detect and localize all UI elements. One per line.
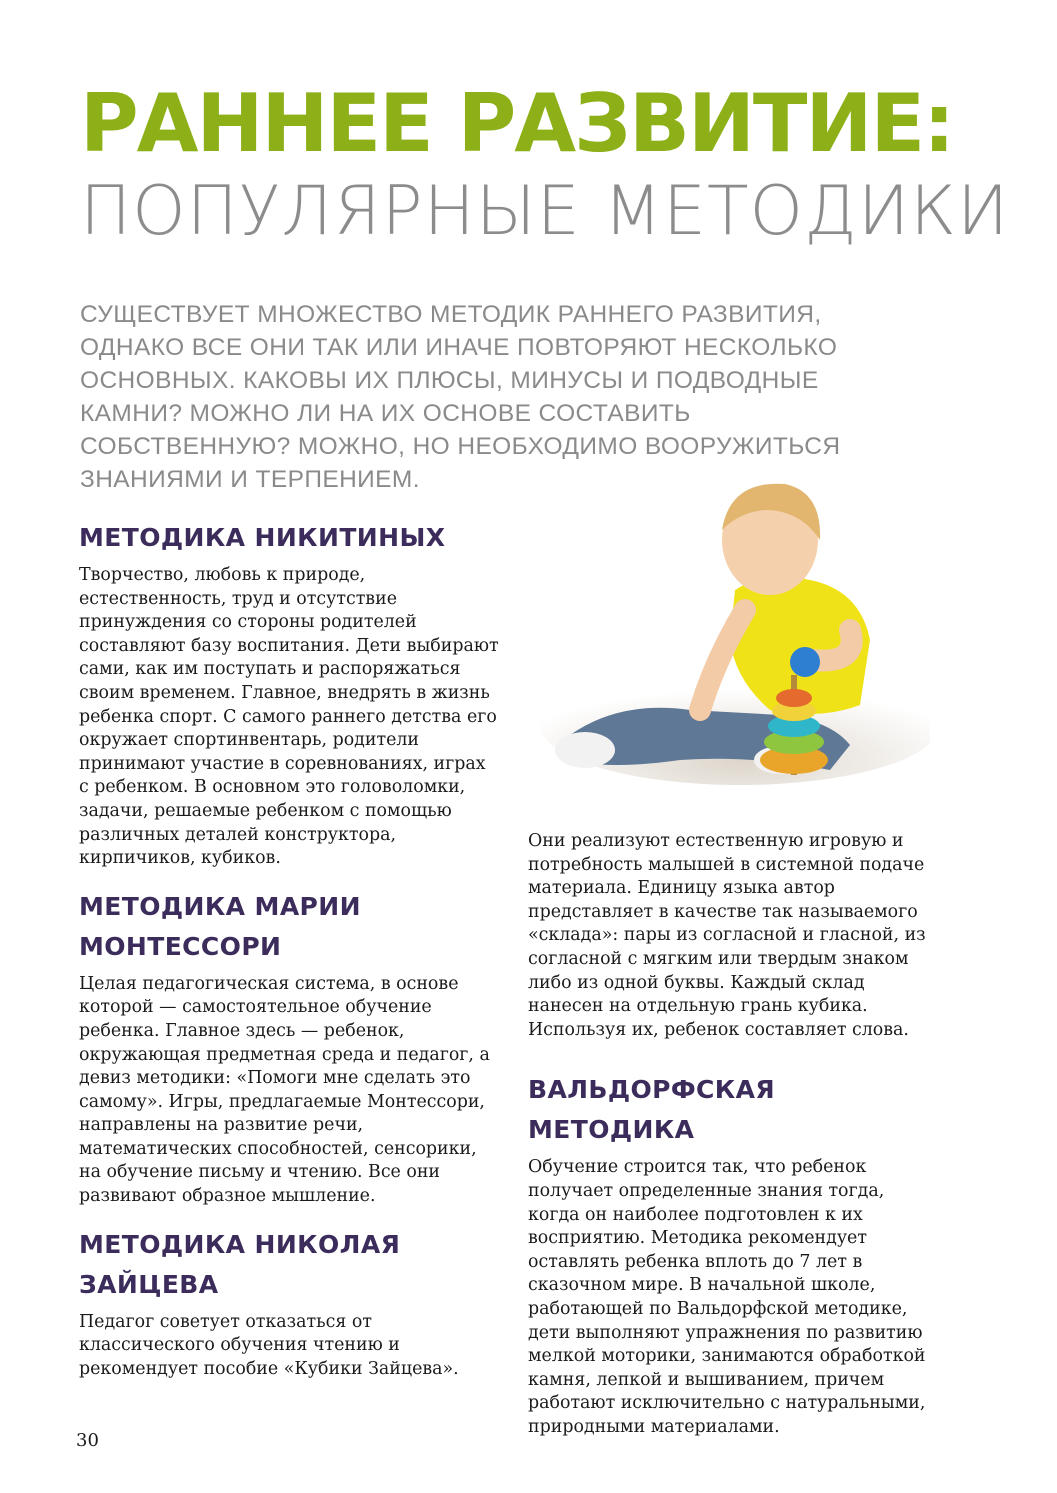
child-with-stacking-toy-photo [530,470,930,790]
section-heading-nikitin: МЕТОДИКА НИКИТИНЫХ [79,523,446,552]
ring-red [776,689,812,707]
toy-ball [790,647,820,677]
left-column [79,518,499,1381]
page-number: 30 [76,1430,99,1451]
intro-paragraph: СУЩЕСТВУЕТ МНОЖЕСТВО МЕТОДИК РАННЕГО РАЗВИТИЯ, ОДНАКО ВСЕ ОНИ ТАК ИЛИ ИНАЧЕ ПОВТОРЯЮТ НЕСКОЛЬКО ОСНОВНЫХ. КАКОВЫ ИХ ПЛЮСЫ, МИНУСЫ И ПОДВОДНЫЕ КАМНИ? МОЖНО ЛИ НА ИХ ОСНОВЕ СОСТАВИТЬ СОБСТВЕННУЮ? МОЖНО, НО НЕОБХОДИМО ВООРУЖИТЬСЯ ЗНАНИЯМИ И ТЕРПЕНИЕМ. [80,301,841,493]
section-text-montessori: Целая педагогическая система, в основе которой — самостоятельное обучение ребенка. Главное здесь — ребенок, окружающая предметная среда и педагог, а девиз методики: «Помоги мне сделать это самому». Игры, предлагаемые Монтессори, направлены на развитие речи, математических способностей, сенсорики, на обучение письму и чтению. Все они развивают образное мышление. [79,973,490,1207]
page-title: РАННЕЕ РАЗВИТИЕ: [80,77,954,170]
section-text-zaitsev: Педагог советует отказаться от классического обучения чтению и рекомендует пособие «Кубики Зайцева». [79,1311,459,1379]
section-text-nikitin: Творчество, любовь к природе, естественность, труд и отсутствие принуждения со стороны родителей составляют базу воспитания. Дети выбирают сами, как им поступать и распоряжаться своим временем. Главное, внедрять в жизнь ребенка спорт. С самого раннего детства его окружает спортинвентарь, родители принимают участие в соревнованиях, играх с ребенком. В основном это головоломки, задачи, решаемые ребенком с помощью различных деталей конструктора, кирпичиков, кубиков. [79,565,499,869]
sock-left [555,732,615,768]
section-text-zaitsev-continued: Они реализуют естественную игровую и потребность малышей в системной подаче материала. Единицу языка автор представляет в качестве так называемого «склада»: пары из согласной и гласной, из согласной с мягким или твердым знаком либо из одной буквы. Каждый склад нанесен на отдельную грань кубика. Используя их, ребенок составляет слова. [528,831,926,1040]
page-subtitle: ПОПУЛЯРНЫЕ МЕТОДИКИ [80,172,1010,251]
section-heading-zaitsev: МЕТОДИКА НИКОЛАЯ ЗАЙЦЕВА [79,1229,401,1299]
right-column [528,830,938,1439]
section-heading-montessori: МЕТОДИКА МАРИИ МОНТЕССОРИ [79,891,361,961]
section-heading-waldorf: ВАЛЬДОРФСКАЯ МЕТОДИКА [528,1075,776,1145]
section-text-waldorf: Обучение строится так, что ребенок получает определенные знания тогда, когда он наиболее подготовлен к их восприятию. Методика рекомендует оставлять ребенка вплоть до 7 лет в сказочном мире. В начальной школе, работающей по Вальдорфской методике, дети выполняют упражнения по развитию мелкой моторики, занимаются обработкой камня, лепкой и вышиванием, причем работают исключительно с натуральными, природными материалами. [528,1157,926,1437]
